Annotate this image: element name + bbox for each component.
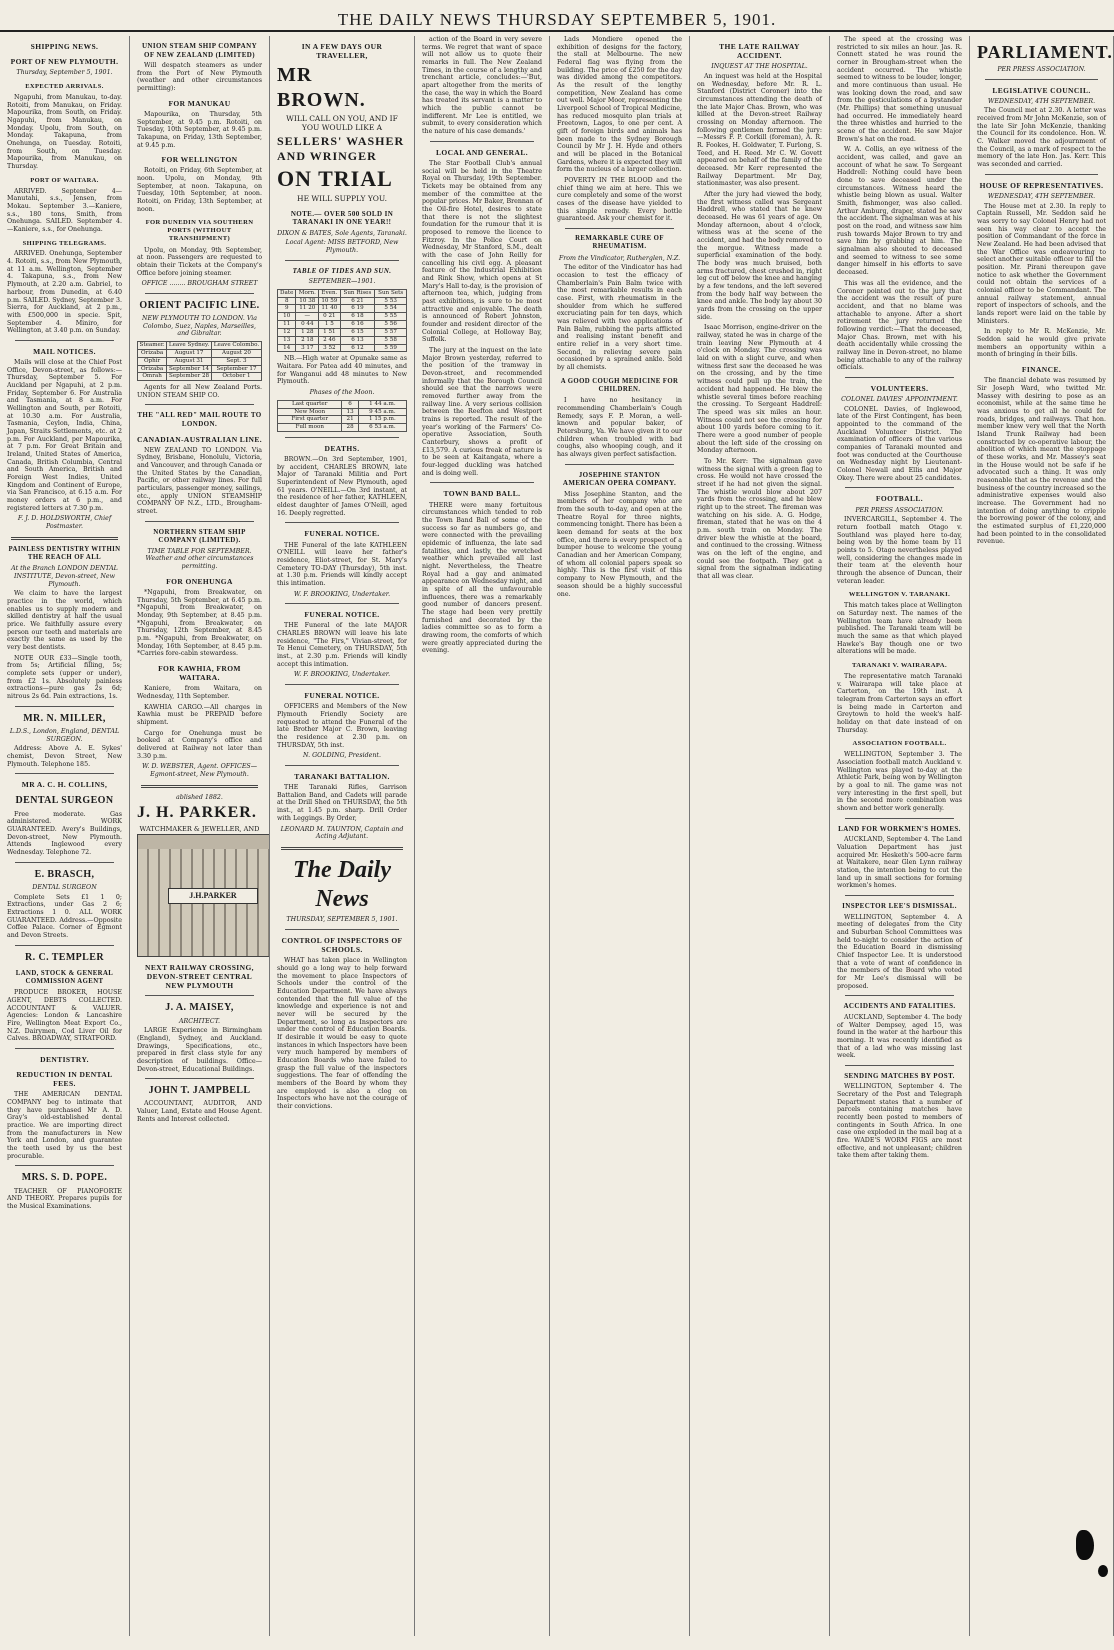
shop-sign: J.H.PARKER bbox=[168, 888, 258, 904]
table-header: Morn. bbox=[296, 289, 319, 297]
divider bbox=[145, 1078, 254, 1079]
matches-text: WELLINGTON, September 4. The Secretary of the Post and Telegraph Department states that a number of parcels containing matches have recently been posted to members of contingents in South Africa. In one case one exploded in the mail bag at a fire. WADE'S WORM FIGS are most effective, and not unpleasant; children take them after taking them. bbox=[837, 1083, 962, 1160]
canadian-title: CANADIAN-AUSTRALIAN LINE. bbox=[137, 434, 263, 444]
telegrams-text: ARRIVED. Onehunga, September 4. Rotoiti, s.s., from New Plymouth, at 11 a.m. Wellington, September 4. Takapuna, s.s., from New Plymouth, at 2.20 a.m. Gabriel, to harbour, from Dunedin, at 6.40 p.m. SAILED. Sydney, September 3. Sierra, for Auckland, at 2 p.m., with £500,000 in specie. Spit, September 4. Miniro, for Wellington, at 3.40 p.m. on Sunday. bbox=[7, 250, 122, 335]
table-cell: 1 44 a.m. bbox=[358, 400, 406, 408]
table-cell: 14 bbox=[278, 344, 296, 352]
divider bbox=[845, 995, 954, 996]
table-cell: 6 21 bbox=[340, 297, 375, 305]
divider bbox=[285, 522, 399, 523]
miller-ad-subtitle: L.D.S., London, England, DENTAL SURGEON. bbox=[9, 727, 120, 743]
divider bbox=[285, 929, 399, 930]
kawhia-cargo: KAWHIA CARGO.—All charges in Kawhia must be PREPAID before shipment. bbox=[137, 703, 262, 726]
table-cell: 13 bbox=[342, 408, 358, 416]
northern-title: NORTHERN STEAM SHIP COMPANY (LIMITED). bbox=[153, 527, 246, 545]
legislative-council-text: The Council met at 2.30. A letter was received from Mr John McKenzie, son of the late Sir John McKenzie, thanking the Council for its condolence. Hon. W. C. Walker moved the adjournment of the Council, as a mark of respect to the memory of the late Hon. Jas. Kerr. This was seconded and carried. bbox=[977, 107, 1106, 169]
taranaki-wairarapa-title: TARANAKI V. WAIRARAPA. bbox=[851, 662, 947, 670]
house-date: WEDNESDAY, 4TH SEPTEMBER. bbox=[987, 192, 1096, 200]
football-title: FOOTBALL. bbox=[875, 494, 924, 504]
local-agent: Local Agent: MISS BETFORD, New Plymouth. bbox=[285, 239, 399, 254]
dunedin-title: FOR DUNEDIN VIA SOUTHERN PORTS (WITHOUT TRANSHIPMENT) bbox=[145, 219, 254, 243]
table-cell: 5 57 bbox=[375, 328, 407, 336]
local-general-title: LOCAL AND GENERAL. bbox=[435, 147, 528, 157]
parker-title: J. H. PARKER. bbox=[137, 804, 257, 822]
table-cell: 11 40 bbox=[319, 305, 340, 313]
funeral-notice-title: FUNERAL NOTICE. bbox=[304, 529, 380, 539]
table-row bbox=[278, 424, 407, 432]
dentistry-title: DENTISTRY. bbox=[40, 1055, 89, 1065]
table-cell: August 20 bbox=[211, 349, 261, 357]
table-row bbox=[278, 344, 407, 352]
table-cell: — bbox=[296, 313, 319, 321]
orient-title: ORIENT PACIFIC LINE. bbox=[139, 299, 260, 311]
dunedin-text: Upolu, on Monday, 9th September, at noon. Passengers are requested to obtain their Tickets at the Company's Office before joining steamer. bbox=[137, 246, 262, 277]
divider bbox=[430, 482, 534, 483]
table-cell: 3 17 bbox=[296, 344, 319, 352]
table-cell: First quarter bbox=[278, 416, 342, 424]
finance-text: The financial debate was resumed by Sir Joseph Ward, who twitted Mr. Massey with desiring to pose as an economist, while at the same time he was anxious to get all he could for roads, bridges, and railways. That hon. member knew very well that the North Island Trunk Railway had been constructed by co-operative labour, the abolition of which meant the stoppage of these works, and Mr. Massey's seat in the House would not be safe if he advocated such a thing. It was only reasonable that as the revenue and the business of the country increased so the administrative expenses would also increase. The Government had no intention of doing anything to cripple the borrowing power of the colony, and the estimated surplus of £1,220,000 had been pointed to in the consolidated revenue. bbox=[977, 377, 1106, 546]
table-cell: 13 bbox=[278, 336, 296, 344]
ink-stain bbox=[1098, 1565, 1108, 1577]
table-header: Date bbox=[278, 289, 296, 297]
divider bbox=[285, 260, 399, 261]
table-header-row bbox=[278, 289, 407, 297]
table-cell: 2 18 bbox=[296, 336, 319, 344]
parker-subtitle: WATCHMAKER & JEWELLER, AND bbox=[139, 824, 260, 833]
dixon-line: DIXON & BATES, Sole Agents, Taranaki. bbox=[277, 229, 407, 237]
table-cell: Sept. 3 bbox=[211, 357, 261, 365]
divider bbox=[15, 862, 114, 863]
speed-text: The speed at the crossing was restricted to six miles an hour. Jas. R. Connett stated he was round the corner in Brougham-street when the accident occurred. The whistle seemed to witness to be louder, longer, and more continuous than usual. He was looking down the road, and saw from the gesticulations of a bystander (Mr. Phillips) that something unusual had occurred. He immediately heard the three whistles and hurried to the scene of the accident. He saw Major Brown's hat on the road. bbox=[837, 36, 962, 143]
taranaki-wairarapa-text: The representative match Taranaki v. Wairarapa will take place at Carterton, on the 19th inst. A telegram from Carterton says an effort is being made in Carterton and Greytown to hold the week's half-holiday on that date instead of on Thursday. bbox=[837, 673, 962, 734]
parliament-title: PARLIAMENT. bbox=[977, 42, 1113, 62]
railway-accident-text-2: After the jury had viewed the body, the first witness called was Sergeant Haddrell, who stated that he knew deceased. He was 61 years of age. On Monday afternoon, about 4 o'clock, witness was at the scene of the accident, and had the body removed to the morgue. Witness made a superficial examination of the body. The body was much bruised, both arms fractured, chest crushed in, right leg cut off below the knee and hanging by a few tendons, and the left severed from the body half way between the knee and ankle. The body lay about 30 yards from the crossing on the upper side. bbox=[697, 191, 822, 321]
table-header: Leave Sydney. bbox=[167, 342, 212, 350]
maisey-subtitle: ARCHITECT. bbox=[179, 1017, 220, 1025]
column-1 bbox=[0, 36, 130, 1636]
divider bbox=[565, 228, 674, 229]
deaths-text: BROWN.—On 3rd September, 1901, by accident, CHARLES BROWN, late Major of Taranaki Militia and Port Superintendent of New Plymouth, aged 61 years. O'NEILL.—On 3rd instant, at the residence of her father, KATHLEEN, eldest daughter of James O'Neill, aged 16. Deeply regretted. bbox=[277, 456, 407, 517]
divider bbox=[145, 521, 254, 522]
divider bbox=[145, 995, 254, 996]
table-header: Leave Colombo. bbox=[211, 342, 261, 350]
office-line: OFFICE ........ BROUGHAM STREET bbox=[141, 280, 258, 288]
local-general-text-2: The jury at the inquest on the late Major Brown yesterday, referred to the position of the tramway in Devon-street, and recommended informally that the Borough Council should see that the narrows were removed further away from the railway line. A very serious collision between the Reefton and Westport trains is reported. The result of the year's working of the Farmers' Co-operative Association, South Canterbury, shows a profit of £13,579. A curious freak of nature is to be seen at Kaitangata, where a four-legged duckling was hatched and is doing well. bbox=[422, 347, 542, 477]
wellington-taranaki-text: This match takes place at Wellington on Saturday next. The names of the Wellington team have already been published. The Taranaki team will be much the same as that which played Hawke's Bay though one or two alterations will be made. bbox=[837, 602, 962, 656]
volunteers-subtitle: COLONEL DAVIES' APPOINTMENT. bbox=[841, 396, 958, 404]
column-5 bbox=[550, 36, 690, 1636]
column-7 bbox=[830, 36, 970, 1636]
funeral-notice-signature: N. GOLDING, President. bbox=[303, 752, 381, 760]
wellington-taranaki-title: WELLINGTON V. TARANAKI. bbox=[848, 591, 951, 599]
editorial-continued: action of the Board in very severe terms. We regret that want of space will not allow us to quote their remarks in full. The New Zealand Times, in the course of a lengthy and trenchant article, concludes:—'But, apart altogether from the merits of the case, the way in which the Board has treated its servant is a matter to which the public cannot be indifferent. Mr Lee is entitled, we submit, to every consideration which the nature of his case demands.' bbox=[422, 36, 542, 136]
table-header: Sun Sets bbox=[375, 289, 407, 297]
divider bbox=[15, 945, 114, 946]
table-cell: 0 21 bbox=[319, 313, 340, 321]
brown-name: MR BROWN. bbox=[277, 64, 366, 111]
house-title: HOUSE OF REPRESENTATIVES. bbox=[979, 180, 1104, 190]
divider bbox=[985, 174, 1098, 175]
expected-arrivals-text: Ngapuhi, from Manukau, to-day. Rotoiti, from Manukau, on Friday. Mapourika, from South, on Friday. Ngapuhi, from Manukau, on Monday. Upolu, from South, on Monday. Takapuna, from Onehunga, on Tuesday. Rotoiti, from South, on Tuesday. Mapourika, from Manukau, on Thursday. bbox=[7, 93, 122, 170]
workmens-homes-title: LAND FOR WORKMEN'S HOMES. bbox=[838, 824, 961, 833]
table-cell: 28 bbox=[342, 424, 358, 432]
usco-text: Will despatch steamers as under from the Port of New Plymouth (weather and other circumstances permitting): bbox=[137, 62, 262, 93]
table-cell: 9 bbox=[278, 305, 296, 313]
divider bbox=[11, 537, 118, 540]
table-cell: 8 bbox=[278, 297, 296, 305]
table-row bbox=[138, 349, 262, 357]
railway-accident-text-4: To Mr. Kerr: The signalman gave witness the signal with a green flag to cross. He would not have crossed the street if he had not given the signal. The whistle would blow about 207 yards from the crossing, and he blew right up to the street. The fireman was watching on his side. A. G. Hodge, fireman, stated that he was on the 4 p.m. south train on Monday. The driver blew the whistle at the board, and continued to the crossing. Witness was on the left of the engine, and could see the footpath. They got a signal from the signalman indicating that all was clear. bbox=[697, 457, 822, 580]
ocean-agents-text: Agents for all New Zealand Ports. UNION STEAM SHIP CO. bbox=[137, 384, 262, 399]
divider bbox=[145, 293, 254, 294]
divider bbox=[15, 340, 114, 341]
funeral-notice-text: THE Funeral of the late KATHLEEN O'NEILL will leave her father's residence, Eliot-street, for St. Mary's Cemetery TO-DAY (Thursday), 5th inst. at 1.30 p.m. Friends will kindly accept this intimation. bbox=[277, 541, 407, 587]
accidents-title: ACCIDENTS AND FATALITIES. bbox=[843, 1002, 956, 1011]
column-4 bbox=[415, 36, 550, 1636]
table-cell: 5 58 bbox=[375, 336, 407, 344]
funeral-notice-title: FUNERAL NOTICE. bbox=[304, 610, 380, 620]
table-header: Steamer. bbox=[139, 342, 165, 349]
editorial-date: THURSDAY, SEPTEMBER 5, 1901. bbox=[286, 916, 398, 924]
lads-text: Lads Mondiere opened the exhibition of designs for the factory, the stall at Melbourne. The new Federal flag was flying from the building. The price of £250 for the day was divided among the competitors. As the result of the lengthy competition, New Zealand has come out well. Major Moor, representing the Liverpool School of Tropical Medicine, has reduced mosquito plan trials at Freetown, Lagos, to one per cent. A gift of foreign birds and animals has been made to the Sydney Borough Council by Mr J. H. Hyde and others and will be placed in the Botanical Gardens, where it is expected they will form the nucleus of a larger collection. bbox=[557, 36, 682, 174]
divider bbox=[15, 706, 114, 707]
battalion-text: THE Taranaki Rifles, Garrison Battalion Band, and Cadets will parade at the Drill Shed on THURSDAY, the 5th inst., at 1.45 p.m. sharp. Drill Order with Leggings. By Order, bbox=[277, 784, 407, 822]
town-band-ball-title: TOWN BAND BALL. bbox=[443, 489, 521, 499]
maisey-text: LARGE Experience in Birmingham (England), Sydney, and Auckland. Drawings, Specifications, etc., prepared in first class style for any description of buildings. Office—Devon-street, Educational Buildings. bbox=[137, 1027, 262, 1073]
house-text: The House met at 2.30. In reply to Captain Russell, Mr. Seddon said he was sorry to say Colonel Henry had not seen his way clear to accept the position of Commandant of the force in New Zealand. He had been advised that the War Office was endeavouring to select another suitable officer to fill the position. Mr. Pirani thereupon gave notice to ask whether the Government could not obtain the services of a colonial officer to be Commandant. The annual railway statement, annual report of inspectors of schools, and the lands report were laid on the table by Ministers. bbox=[977, 202, 1106, 325]
collins-ad-text: Free moderate. Gas administered. WORK GUARANTEED. Avery's Buildings, Devon-street, New Plymouth. Attends Inglewood every Wednesday. Telephone 72. bbox=[7, 810, 122, 856]
divider bbox=[430, 141, 534, 142]
rheumatism-source: From the Vindicator, Rutherglen, N.Z. bbox=[558, 254, 681, 262]
mail-notices-text: Mails will close at the Chief Post Office, Devon-street, as follows:— Thursday, September 5. For Auckland per Ngapuhi, at 2 p.m. Friday, September 6. For Australia and Tasmania, at 8 a.m. For Wellington and South, per Rotoiti, at 10.30 a.m. For Australia, Tasmania, Ceylon, India, China, Japan, Straits Settlements, etc. at 2 p.m. For Auckland, per Mapourika, at 7 p.m. For Great Britain and Ireland, United States of America, Canada, British Columbia, Central and South America, British and Foreign West Indies, United Kingdom and Continent of Europe, via San Francisco, at 6.15 a.m. For money orders at 6 p.m., and registered letters at 7.30 p.m. bbox=[7, 359, 122, 512]
table-cell: New Moon bbox=[278, 408, 342, 416]
table-cell: 10 38 bbox=[296, 297, 319, 305]
collins-ad-title: MR A. C. H. COLLINS, bbox=[21, 780, 108, 790]
onehunga-title: FOR ONEHUNGA bbox=[166, 576, 233, 586]
association-football-text: WELLINGTON, September 3. The Association football match Auckland v. Wellington was played to-day at the Athletic Park, being won by Wellington by a goal to nil. The game was not very interesting in the first spell, but in the second more combination was shown and better work generally. bbox=[837, 751, 962, 813]
parliament-subtitle: PER PRESS ASSOCIATION. bbox=[997, 65, 1086, 73]
sold-note: NOTE.— OVER 500 SOLD IN TARANAKI IN ONE YEAR!! bbox=[290, 209, 394, 227]
dentist-ad-title: PAINLESS DENTISTRY WITHIN THE REACH OF ALL bbox=[8, 545, 121, 562]
divider bbox=[285, 437, 399, 438]
washer-title: SELLERS' WASHER AND WRINGER bbox=[277, 134, 405, 163]
telegrams-title: SHIPPING TELEGRAMS. bbox=[22, 239, 107, 247]
table-cell: 5 56 bbox=[375, 321, 407, 329]
page-masthead bbox=[0, 0, 1114, 32]
brown-intro: IN A FEW DAYS OUR TRAVELLER, bbox=[301, 42, 383, 61]
table-cell: October 1 bbox=[211, 373, 261, 381]
table-cell: 5 55 bbox=[375, 313, 407, 321]
usco-title: UNION STEAM SHIP COMPANY OF NEW ZEALAND (LIMITED) bbox=[141, 42, 258, 59]
table-cell: September 28 bbox=[167, 373, 212, 381]
divider bbox=[285, 765, 399, 766]
battalion-title: TARANAKI BATTALION. bbox=[294, 772, 390, 781]
column-8 bbox=[970, 36, 1114, 1636]
funeral-notice-signature: W. F. BROOKING, Undertaker. bbox=[293, 671, 391, 679]
table-cell: 12 bbox=[278, 328, 296, 336]
brown-text: WILL CALL ON YOU, AND IF YOU WOULD LIKE A bbox=[286, 114, 398, 133]
divider bbox=[141, 785, 258, 788]
table-cell: 1 51 bbox=[319, 328, 340, 336]
table-row bbox=[278, 313, 407, 321]
table-cell: 6 bbox=[342, 400, 358, 408]
divider bbox=[285, 603, 399, 604]
funeral-notice-title: FUNERAL NOTICE. bbox=[304, 691, 380, 701]
divider bbox=[845, 895, 954, 896]
table-cell: 10 bbox=[278, 313, 296, 321]
onehunga-text: *Ngapuhi, from Breakwater, on Thursday, 5th September, at 6.45 p.m. *Ngapuhi, from Breakwater, on Monday, 9th September, at 8.45 p.m. *Ngapuhi, from Breakwater, on Thursday, 12th September, at 8.45 p.m. *Ngapuhi, from Breakwater, on Monday, 16th September, at 8.45 p.m. *Carries fore-cabin stewardess. bbox=[137, 588, 262, 658]
moon-title: Phases of the Moon. bbox=[309, 389, 375, 397]
editorial-masthead: The Daily News bbox=[293, 856, 391, 913]
divider bbox=[845, 1065, 954, 1066]
all-red-title: THE "ALL RED" MAIL ROUTE TO LONDON. bbox=[137, 411, 262, 429]
reduction-text: THE AMERICAN DENTAL COMPANY beg to intimate that they have purchased Mr A. D. Gray's old-established dental practice. We are importing direct from the manufacturers in New York and London, and guarantee the teeth used by us the best procurable. bbox=[7, 1091, 122, 1160]
opera-text: Miss Josephine Stanton, and the members of her company who are from the south to-day, and open at the Theatre Royal for three nights, commencing tonight. There has been a keen demand for seats at the box office, and there is every prospect of a bumper house to welcome the young Canadian and her American Company, of whom all colonial papers speak so highly. This is the first visit of this company to New Plymouth, and the season should be a highly successful one. bbox=[557, 490, 682, 598]
table-cell: 11 20 bbox=[296, 305, 319, 313]
table-header: Even. bbox=[319, 289, 340, 297]
house-text-2: In reply to Mr R. McKenzie, Mr. Seddon said he would give private members an opportunity within a month of bringing in their bills. bbox=[977, 328, 1106, 359]
railway-accident-text: An inquest was held at the Hospital on Wednesday, before Mr. R. L. Stanford (District Coroner) into the circumstances attending the death of the late Major Chas. Brown, who was killed at the Devon-street Railway crossing on Monday afternoon. The following gentlemen formed the jury:—Messrs F. P. Corkill (foreman), A. R. R. Fookes, H. Goldwater, T. Furlong, S. Teed, and H. Reed. Mr C. W. Govett appeared on behalf of the family of the deceased. Mr Kerr represented the Railway Department. Mr Day, stationmaster, was also present. bbox=[697, 72, 822, 188]
kawhia-title: FOR KAWHIA, FROM WAITARA. bbox=[158, 664, 241, 683]
pope-ad-text: TEACHER OF PIANOFORTE AND THEORY. Prepares pupils for the Musical Examinations. bbox=[7, 1187, 122, 1211]
table-row bbox=[278, 400, 407, 408]
brasch-ad-subtitle: DENTAL SURGEON bbox=[32, 883, 97, 891]
wellington-title: FOR WELLINGTON bbox=[161, 155, 238, 165]
tides-note: NB.—High water at Opunake same as Waitara. For Patea add 40 minutes, and for Wanganui add 48 minutes to New Plymouth. bbox=[277, 355, 407, 386]
table-row bbox=[278, 328, 407, 336]
table-cell: 11 bbox=[278, 321, 296, 329]
funeral-notice-signature: W. F. BROOKING, Undertaker. bbox=[293, 590, 391, 598]
matches-title: SENDING MATCHES BY POST. bbox=[844, 1071, 955, 1080]
tides-title: TABLE OF TIDES AND SUN. bbox=[292, 266, 392, 275]
miller-ad-address: Address: Above A. E. Sykes' chemist, Devon Street, New Plymouth. Telephone 185. bbox=[7, 745, 122, 768]
postmaster-signature: F. J. D. HOLDSWORTH, Chief Postmaster. bbox=[17, 515, 112, 531]
column-3 bbox=[270, 36, 415, 1636]
table-cell: 21 bbox=[342, 416, 358, 424]
kawhia-text: Kaniere, from Waitara, on Wednesday, 11th September. bbox=[137, 685, 262, 700]
on-trial: ON TRIAL bbox=[277, 165, 393, 191]
table-header: Sun Rises bbox=[340, 289, 375, 297]
table-cell: 6 15 bbox=[340, 328, 375, 336]
table-cell: August 31 bbox=[167, 357, 212, 365]
shipping-date: Thursday, September 5, 1901. bbox=[16, 69, 113, 77]
divider bbox=[15, 773, 114, 774]
table-row bbox=[278, 321, 407, 329]
poverty-text: POVERTY IN THE BLOOD and the chief thing we aim at here. This we cure completely and some of the worst cases of the disease have yielded to this simple remedy. Every bottle guaranteed. Ask your chemist for it. bbox=[557, 177, 682, 223]
deaths-title: DEATHS. bbox=[324, 443, 360, 453]
divider bbox=[845, 377, 954, 378]
town-band-ball-text: THERE were many fortuitous circumstances which tended to rob the Town Band Ball of some of the success so far as numbers go, and were connected with the prevailing epidemic of influenza, the late sad fatalities, and lastly, the wretched weather which prevailed all last night. Nevertheless, the Theatre Royal had a gay and animated appearance on Wednesday night, and in spite of all the unfavourable influences, there was a remarkably good number of dancers present. The stage had been very prettily furnished and decorated by the ladies committee so as to form a drawing room, the comforts of which were greatly appreciated during the evening. bbox=[422, 501, 542, 655]
table-cell: 6 12 bbox=[340, 344, 375, 352]
funeral-notice-text: THE Funeral of the late MAJOR CHARLES BROWN will leave his late residence, "The Firs," Vivian-street, for Te Henui Cemetery, on THURSDAY, 5th inst., at 2.30 p.m. Friends will kindly accept this intimation. bbox=[277, 622, 407, 668]
canadian-text: NEW ZEALAND TO LONDON. Via Sydney, Brisbane, Honolulu, Victoria, and Vancouver, and through Canada or the United States by the Canadian, Pacific, or other railway lines. For full particulars, passenger money, sailings, etc., apply UNION STEAMSHIP COMPANY OF N.Z., LTD., Brougham-street. bbox=[137, 446, 262, 516]
table-cell: Orizaba bbox=[138, 349, 167, 357]
legislative-council-date: WEDNESDAY, 4TH SEPTEMBER. bbox=[987, 97, 1096, 105]
divider bbox=[145, 404, 254, 405]
waitara-text: ARRIVED. September 4—Manutahi, s.s., Jensen, from Mokau. September 3.—Kaniere, s.s., 180 tons, Smith, from Onehunga. SAILED. September 4.—Kaniere, s.s., for Onehunga. bbox=[7, 187, 122, 233]
editorial-text: WHAT has taken place in Wellington should go a long way to help forward the movement to place Inspectors of Schools under the control of the Education Department. We have always contended that the full value of the knowledge and experience is not and never will be secured by the Department, so long as Inspectors are under the control of Education Boards. If desirable it would be easy to quote instances in which Inspectors have been very much hampered by members of Education Boards who have failed to grasp the full value of the inspectors suggestions. The fear of offending the members of the Board by whom they are employed is also a clog on Inspectors who have not the courage of their convictions. bbox=[277, 957, 407, 1111]
table-cell: 9 45 a.m. bbox=[358, 408, 406, 416]
local-general-text: The Star Football Club's annual social will be held in the Theatre Royal on Thursday, 19th September. Tickets may be obtained from any member of the committee at the popular prices. Mr Baker, Brennan of the Oil-fire Hotel, desires to state that there is not the slightest foundation for the rumour that it is proposed to remove the licence to Fitzroy. In the Police Court on Wednesday, Mr Stanford, S.M., dealt with the case of John Reilly for cancelling his civil egg. A pleasant feature of the Industrial Exhibition and Rink Show, which opens at St Mary's Hall to-day, is the provision of afternoon tea, which, judging from past exhibitions, is sure to be most attractive and enjoyable. The death is announced of Robert Johnston, founder and resident director of the Colonial College, at Holloway Bay, Suffolk. bbox=[422, 159, 542, 344]
table-cell: 3 52 bbox=[319, 344, 340, 352]
volunteers-text: COLONEL Davies, of Inglewood, late of the First Contingent, has been appointed to the command of the Auckland Volunteer District. The examination of officers of the various companies of Taranaki mounted and foot was conducted at the Courthouse on Wednesday night by Lieutenant-Colonel Newall and Ellis and Major Okey. There were about 25 candidates. bbox=[837, 405, 962, 482]
expected-arrivals-title: EXPECTED ARRIVALS. bbox=[25, 82, 104, 90]
cough-title: A GOOD COUGH MEDICINE FOR CHILDREN. bbox=[560, 377, 679, 394]
shop-roof bbox=[137, 834, 270, 849]
editorial-title: CONTROL OF INSPECTORS OF SCHOOLS. bbox=[281, 936, 403, 955]
table-cell: 1 15 p.m. bbox=[358, 416, 406, 424]
railway-accident-title: THE LATE RAILWAY ACCIDENT. bbox=[719, 42, 800, 61]
mail-notices-title: MAIL NOTICES. bbox=[33, 346, 96, 356]
wellington-text: Rotoiti, on Friday, 6th September, at noon. Upolu, on Monday, 9th September, at noon. Takapuna, on Tuesday, 10th September, at noon. Rotoiti, on Friday, 13th September, at noon. bbox=[137, 167, 262, 213]
templer-ad-subtitle: LAND, STOCK & GENERAL COMMISSION AGENT bbox=[15, 969, 114, 986]
campbell-text: ACCOUNTANT, AUDITOR, AND Valuer, Land, Estate and House Agent. Rents and Interest collected. bbox=[137, 1100, 262, 1123]
table-row bbox=[278, 305, 407, 313]
accidents-text: AUCKLAND, September 4. The body of Walter Dempsey, aged 15, was found in the water at the harbour this morning. It was recently identified as that of a lad who was missing last week. bbox=[837, 1013, 962, 1060]
table-row bbox=[278, 408, 407, 416]
waitara-title: PORT OF WAITARA. bbox=[30, 176, 99, 184]
football-subtitle: PER PRESS ASSOCIATION. bbox=[855, 506, 944, 514]
finance-title: FINANCE. bbox=[1021, 365, 1062, 375]
table-cell: 0 44 bbox=[296, 321, 319, 329]
dentist-ad-text: We claim to have the largest practice in the world, which enables us to supply modern and skilled dentistry at half the usual price. We faithfully assure every person our teeth and materials are exactly the same as used by the very best dentists. bbox=[7, 590, 122, 652]
divider bbox=[15, 1165, 114, 1166]
miller-ad-title: MR. N. MILLER, bbox=[23, 712, 106, 724]
legislative-council-title: LEGISLATIVE COUNCIL. bbox=[992, 85, 1091, 95]
table-cell: 6 18 bbox=[340, 313, 375, 321]
table-cell: 1 5 bbox=[319, 321, 340, 329]
opera-title: JOSEPHINE STANTON AMERICAN OPERA COMPANY. bbox=[562, 470, 677, 488]
table-cell: 10 59 bbox=[319, 297, 340, 305]
ink-stain bbox=[1076, 1530, 1094, 1560]
battalion-signature: LEONARD M. TAUNTON, Captain and Acting Adjutant. bbox=[280, 825, 404, 841]
table-cell: Orizaba bbox=[138, 365, 167, 373]
table-cell: Omrah bbox=[138, 373, 167, 381]
table-cell: 1 28 bbox=[296, 328, 319, 336]
table-cell: September 17 bbox=[211, 365, 261, 373]
association-football-title: ASSOCIATION FOOTBALL. bbox=[852, 740, 947, 748]
table-cell: August 17 bbox=[167, 349, 212, 357]
table-cell: 6 53 a.m. bbox=[358, 424, 406, 432]
reduction-title: REDUCTION IN DENTAL FEES. bbox=[16, 1070, 113, 1089]
dentist-ad-subtitle: At the Branch LONDON DENTAL INSTITUTE, Devon-street, New Plymouth. bbox=[11, 565, 118, 588]
table-cell: 2 46 bbox=[319, 336, 340, 344]
table-row bbox=[278, 416, 407, 424]
parker-established: ablished 1882. bbox=[176, 793, 223, 801]
brasch-ad-title: E. BRASCH, bbox=[34, 868, 95, 880]
table-cell: 5 53 bbox=[375, 297, 407, 305]
rheumatism-text: The editor of the Vindicator has had occasion to test the efficacy of Chamberlain's Pain Balm twice with the most remarkable results in each case. First, with rheumatism in the shoulder from which he suffered excruciating pain for ten days, which was relieved with two applications of Pain Balm, rubbing the parts afflicted and realising instant benefit and entire relief in a very short time. Second, in relieving severe pain occasioned by a sprained ankle. Sold by all chemists. bbox=[557, 264, 682, 372]
table-cell: Last quarter bbox=[278, 400, 342, 408]
table-row bbox=[278, 297, 407, 305]
column-6 bbox=[690, 36, 830, 1636]
shipping-heading: SHIPPING NEWS. bbox=[30, 42, 99, 51]
divider bbox=[845, 487, 954, 488]
table-cell: 6 13 bbox=[340, 336, 375, 344]
table-row bbox=[138, 373, 262, 381]
templer-ad-title: R. C. TEMPLER bbox=[25, 951, 104, 963]
tides-month: SEPTEMBER—1901. bbox=[308, 278, 376, 286]
divider bbox=[15, 1048, 114, 1049]
table-cell: 5 54 bbox=[375, 305, 407, 313]
orient-subtitle: NEW PLYMOUTH TO LONDON. Via Colombo, Suez, Naples, Marseilles, and Gibraltar. bbox=[141, 315, 258, 338]
verdict-text: This was all the evidence, and the Coroner pointed out to the jury that the accident was the result of pure accident, and that no blame was attachable to anyone. After a short retirement the jury returned the following verdict:—That the deceased, Major Chas. Brown, met with his death accidentally while crossing the railway line in Devon-street, no blame being attachable to any of the railway officials. bbox=[837, 279, 962, 372]
maisey-title: J. A. MAISEY, bbox=[165, 1002, 234, 1014]
manukau-title: FOR MANUKAU bbox=[168, 98, 231, 108]
funeral-notice-text: OFFICERS and Members of the New Plymouth Friendly Society are requested to attend the Funeral of the late Brother Major C. Brown, leaving the residence at 2.30 p.m. on THURSDAY, 5th inst. bbox=[277, 703, 407, 749]
moon-table bbox=[277, 400, 407, 432]
volunteers-title: VOLUNTEERS. bbox=[870, 383, 929, 393]
dentist-notice-text: NOTE OUR £33—Single tooth, from 5s; Artificial filling, 5s; complete sets (upper or under), from £2 1s. Absolutely painless extractions—pure gas 2s 6d; nitrous 2s 6d. Pain extractions, 1s. bbox=[7, 654, 122, 701]
cargo-text: Cargo for Onehunga must be booked at Company's office and delivered at Railway not later than 3.30 p.m. bbox=[137, 729, 262, 760]
trial-text: HE WILL SUPPLY YOU. bbox=[297, 194, 387, 204]
table-row bbox=[138, 357, 262, 365]
divider bbox=[565, 464, 674, 465]
northern-subtitle: TIME TABLE FOR SEPTEMBER. Weather and other circumstances permitting. bbox=[145, 547, 254, 571]
table-cell: 6 16 bbox=[340, 321, 375, 329]
parker-address: NEXT RAILWAY CROSSING, DEVON-STREET CENTRAL NEW PLYMOUTH bbox=[145, 962, 254, 991]
table-cell: 5 59 bbox=[375, 344, 407, 352]
divider bbox=[285, 684, 399, 685]
table-header-row bbox=[138, 342, 262, 350]
manukau-text: Mapourika, on Thursday, 5th September, at 9.45 p.m. Rotoiti, on Tuesday, 10th September, at 9.45 p.m. Takapuna, on Friday, 13th September, at 9.45 p.m. bbox=[137, 110, 262, 149]
table-cell: Ophir bbox=[138, 357, 167, 365]
table-cell: September 14 bbox=[167, 365, 212, 373]
table-cell: 6 19 bbox=[340, 305, 375, 313]
agent-signature: W. D. WEBSTER, Agent. OFFICES—Egmont-street, New Plymouth. bbox=[141, 763, 258, 778]
collins-ad-subtitle: DENTAL SURGEON bbox=[15, 795, 114, 807]
football-text: INVERCARGILL, September 4. The return football match Otago v. Southland was played here to-day, being won by the home team by 11 points to 5. Otago nevertheless played well, considering the changes made in their team at the eleventh hour through the absence of Duncan, their veteran leader. bbox=[837, 516, 962, 585]
speed-text-2: W. A. Collis, an eye witness of the accident, was called, and gave an account of what he saw. To Sergeant Haddrell: Nothing could have been done to save deceased under the circumstances. Witness heard the whistle being blown as usual. Walter Smith, fishmonger, was also called. Arthur Amburg, draper, stated he saw the accident. The signalman was at his post on the road, and witness saw him rush towards Major Brown to try and save him by grabbing at him. The signalman also shouted to deceased and seemed to witness to see some danger himself in his efforts to save deceased. bbox=[837, 146, 962, 277]
orient-schedule-table bbox=[137, 341, 262, 381]
table-cell: Full moon bbox=[278, 424, 342, 432]
divider bbox=[845, 818, 954, 819]
pope-ad-title: MRS. S. D. POPE. bbox=[21, 1172, 108, 1184]
workmens-homes-text: AUCKLAND, September 4. The Land Valuation Department has just acquired Mr. Hesketh's 500-acre farm at Waitakere, near Glen Lynn railway station, the intention being to cut the land up in small sections for forming workmen's homes. bbox=[837, 836, 962, 890]
divider bbox=[281, 847, 403, 850]
campbell-title: JOHN T. JAMPBELL bbox=[148, 1085, 251, 1097]
rheumatism-title: REMARKABLE CURE OF RHEUMATISM. bbox=[575, 235, 664, 251]
parker-shop-illustration bbox=[137, 847, 270, 957]
cough-text: I have no hesitancy in recommending Chamberlain's Cough Remedy, says F. P. Moran, a well-known and popular baker, of Petersburg, Va. We have given it to our children when troubled with bad coughs, also whooping cough, and it has always given perfect satisfaction. bbox=[557, 397, 682, 459]
masthead-text: THE DAILY NEWS THURSDAY SEPTEMBER 5, 1901. bbox=[337, 10, 777, 29]
brasch-ad-text: Complete Sets £1 1 0; Extractions, under Gas 2 6; Extractions 1 0. ALL WORK GUARANTEED. Address.—Opposite Coffee Palace. Corner of Egmont and Devon Streets. bbox=[7, 893, 122, 939]
port-heading: PORT OF NEW PLYMOUTH. bbox=[10, 57, 119, 67]
table-row bbox=[278, 336, 407, 344]
inspector-lee-title: INSPECTOR LEE'S DISMISSAL. bbox=[842, 902, 957, 911]
templer-ad-text: PRODUCE BROKER, HOUSE AGENT, DEBTS COLLECTED. ACCOUNTANT & VALUER. Agencies: London & Lancashire Fire, Wellington Meat Export Co., N.Z. Dairymen, Cod Liver Oil for Calves. BROADWAY, STRATFORD. bbox=[7, 989, 122, 1043]
inspector-lee-text: WELLINGTON, September 4. A meeting of delegates from the City and Suburban School Committees was held to-night to consider the action of the Education Board in dismissing Chief Inspector Lee. It is understood that a vote of want of confidence in the members of the Board who voted for Mr Lee's dismissal will be proposed. bbox=[837, 913, 962, 990]
railway-accident-subtitle: INQUEST AT THE HOSPITAL. bbox=[711, 63, 808, 71]
divider bbox=[985, 79, 1098, 80]
column-2 bbox=[130, 36, 270, 1636]
tides-table bbox=[277, 289, 407, 353]
table-row bbox=[138, 365, 262, 373]
railway-accident-text-3: Isaac Morrison, engine-driver on the railway, stated he was in charge of the train leaving New Plymouth at 4 o'clock on Monday. The crossing was laid on with a slight curve, and when witness first saw the deceased he was on the crossing, and by the time witness could pull up the train, the accident had happened. He blew the whistle several times before reaching the crossing. To Sergeant Haddrell: The speed was six miles an hour. Witness could not see the crossing for about 100 yards before coming to it. There were a good number of people about the left side of the crossing on Monday afternoon. bbox=[697, 324, 822, 455]
